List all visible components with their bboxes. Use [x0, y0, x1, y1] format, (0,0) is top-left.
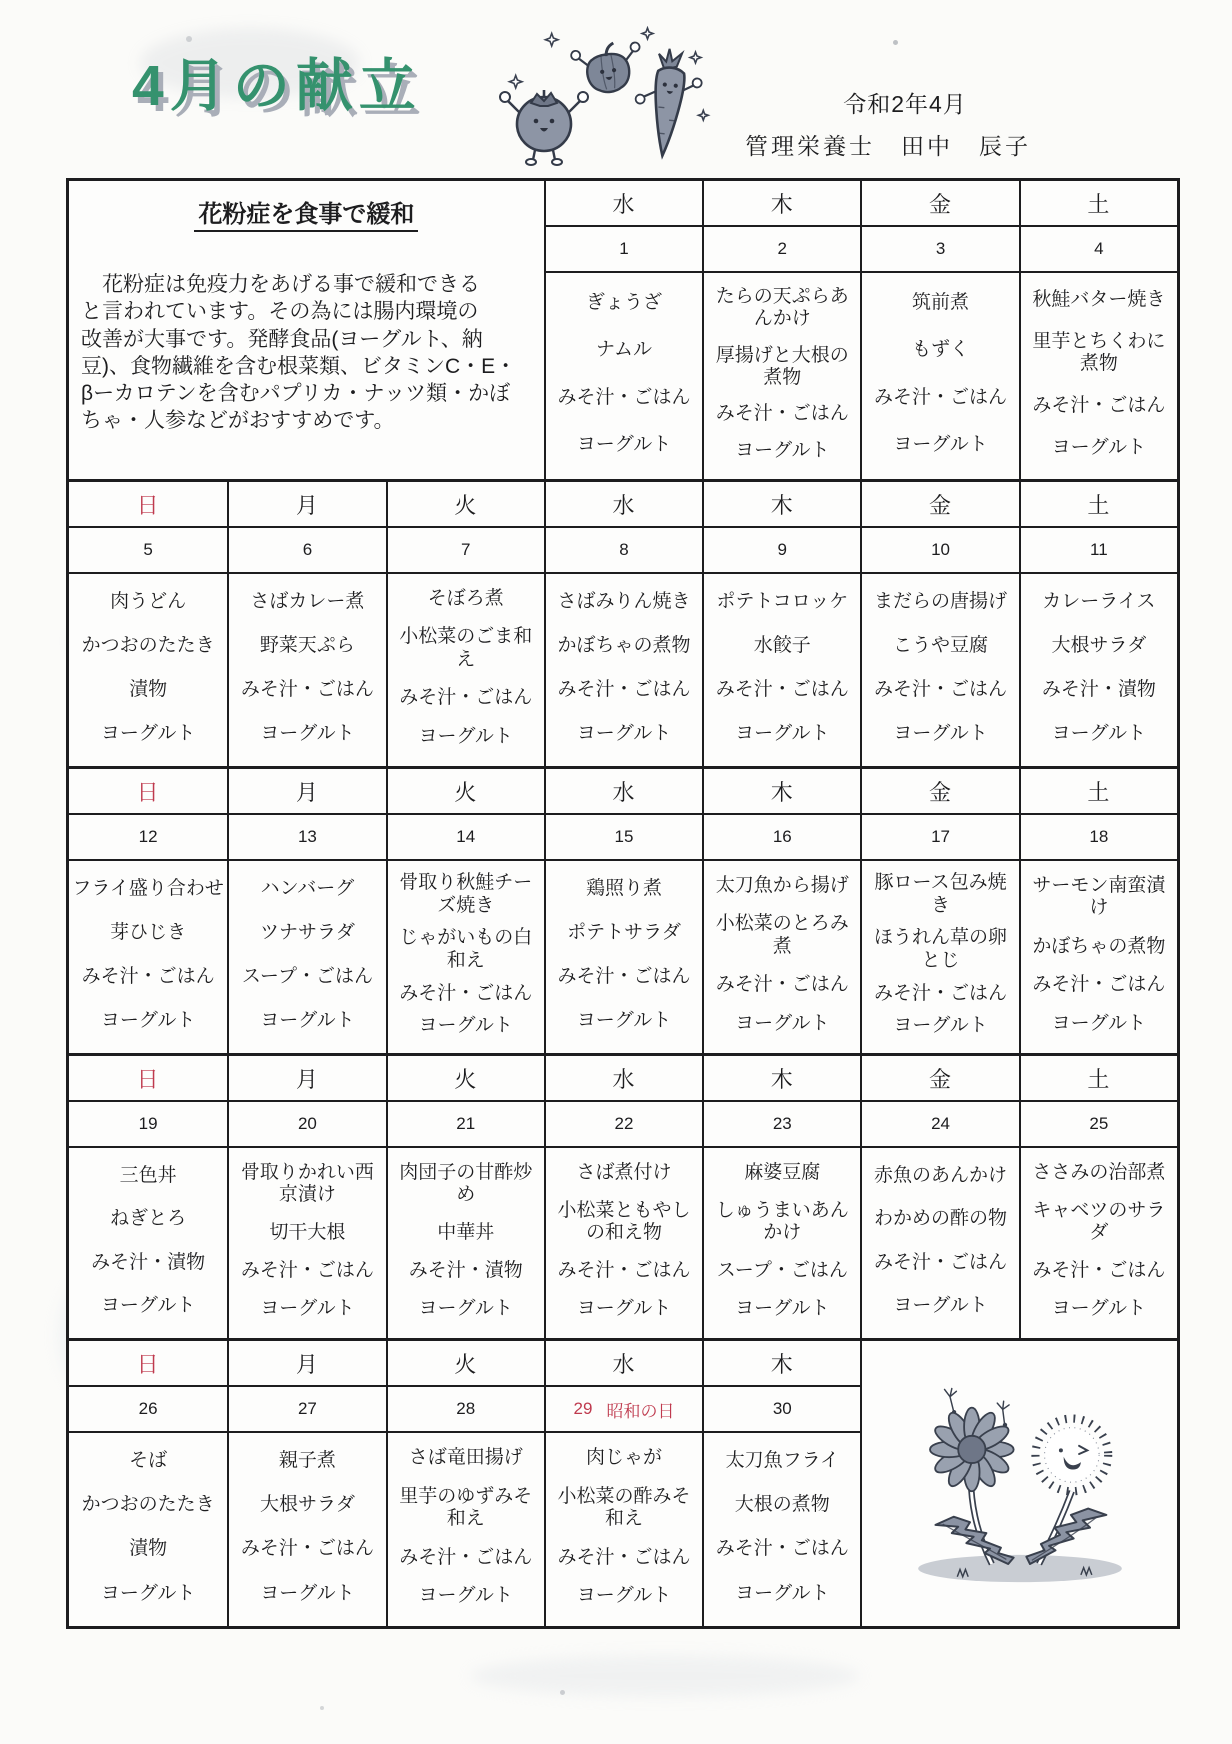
menu-item: ヨーグルト [576, 1297, 672, 1319]
scan-artifact [470, 1655, 860, 1697]
day-header-apr-27: 月 [227, 1341, 385, 1387]
era-date: 令和2年4月 [843, 91, 967, 117]
menu-item: ヨーグルト [893, 1015, 988, 1037]
menu-item: 三色丼 [119, 1164, 177, 1186]
date-number: 17 [931, 827, 951, 846]
menu-item: みそ汁・ごはん [557, 1546, 691, 1568]
menu-item: ヨーグルト [260, 1297, 355, 1319]
menu-item: わかめの酢の物 [874, 1208, 1008, 1230]
menu-item: かつおのたたき [81, 1494, 215, 1516]
menu-item: ヨーグルト [418, 1297, 513, 1319]
menu-item: ヨーグルト [893, 434, 988, 456]
date-cell-apr-2 [702, 227, 860, 273]
menu-cell-apr-18 [1019, 861, 1177, 1053]
menu-item: みそ汁・ごはん [240, 1538, 374, 1560]
carrot-character [630, 46, 705, 159]
menu-item: フライ盛り合わせ [72, 877, 224, 899]
day-header-apr-21: 火 [386, 1056, 544, 1102]
menu-item: みそ汁・ごはん [557, 965, 691, 987]
menu-cell-apr-3 [860, 273, 1018, 479]
menu-item: ヨーグルト [735, 439, 830, 461]
menu-item: 野菜天ぷら [259, 634, 355, 656]
date-number: 9 [777, 540, 788, 559]
menu-item: さばカレー煮 [250, 590, 365, 612]
menu-calendar-table [66, 178, 1180, 1629]
menu-cell-apr-10 [860, 574, 1018, 766]
menu-cell-apr-11 [1019, 574, 1177, 766]
menu-item: みそ汁・ごはん [715, 403, 849, 425]
bell-pepper-character [570, 39, 645, 96]
menu-item: スープ・ごはん [716, 1259, 848, 1281]
menu-item: ヨーグルト [576, 722, 672, 744]
date-cell-apr-3 [860, 227, 1018, 273]
menu-item: みそ汁・ごはん [399, 1546, 533, 1568]
dandelion-illustration [870, 1358, 1170, 1610]
date-number: 2 [777, 239, 788, 258]
menu-item: 太刀魚フライ [725, 1449, 839, 1471]
menu-cell-apr-23 [702, 1148, 860, 1338]
date-cell-apr-28 [386, 1387, 544, 1433]
date-cell-apr-16 [702, 815, 860, 861]
date-cell-apr-20 [227, 1102, 385, 1148]
date-number: 18 [1089, 827, 1109, 846]
menu-cell-apr-30 [702, 1433, 860, 1626]
menu-item: 大根サラダ [260, 1494, 355, 1516]
day-header-apr-26: 日 [69, 1341, 227, 1387]
day-header-apr-5: 日 [69, 482, 227, 528]
menu-item: 小松菜のごま和え [399, 626, 533, 670]
menu-cell-apr-22 [544, 1148, 702, 1338]
menu-item: 漬物 [129, 678, 168, 700]
menu-item: 漬物 [129, 1538, 168, 1560]
menu-item: まだらの唐揚げ [874, 590, 1008, 612]
date-cell-apr-5 [69, 528, 227, 574]
day-header-apr-2: 木 [702, 181, 860, 227]
menu-item: そぼろ煮 [427, 587, 504, 609]
day-header-apr-25: 土 [1019, 1056, 1177, 1102]
menu-item: みそ汁・ごはん [399, 982, 533, 1004]
menu-item: さば竜田揚げ [408, 1447, 523, 1469]
date-number: 5 [143, 540, 153, 559]
date-number: 25 [1089, 1114, 1109, 1133]
date-cell-apr-23 [702, 1102, 860, 1148]
date-cell-apr-4 [1019, 227, 1177, 273]
day-header-apr-3: 金 [860, 181, 1018, 227]
menu-item: 麻婆豆腐 [744, 1161, 821, 1183]
menu-cell-apr-1 [544, 273, 702, 479]
menu-item: ささみの治部煮 [1032, 1161, 1166, 1183]
day-header-apr-28: 火 [386, 1341, 544, 1387]
menu-cell-apr-20 [227, 1148, 385, 1338]
menu-cell-apr-17 [860, 861, 1018, 1053]
menu-item: そば [129, 1449, 168, 1471]
date-number: 8 [619, 540, 629, 559]
day-header-apr-24: 金 [860, 1056, 1018, 1102]
day-header-apr-8: 水 [544, 482, 702, 528]
menu-item: ヨーグルト [418, 725, 513, 747]
day-header-apr-17: 金 [860, 769, 1018, 815]
menu-item: ヨーグルト [260, 1582, 355, 1604]
menu-item: ヨーグルト [893, 1295, 988, 1317]
date-number: 1 [619, 239, 629, 258]
menu-item: ヨーグルト [418, 1015, 513, 1037]
menu-item: みそ汁・ごはん [874, 982, 1008, 1004]
date-number: 23 [772, 1114, 792, 1133]
date-cell-apr-18 [1019, 815, 1177, 861]
menu-item: みそ汁・ごはん [1032, 394, 1166, 416]
date-cell-apr-17 [860, 815, 1018, 861]
menu-cell-apr-16 [702, 861, 860, 1053]
menu-item: みそ汁・ごはん [1032, 1259, 1166, 1281]
menu-item: ヨーグルト [1051, 1012, 1147, 1034]
menu-item: 親子煮 [278, 1449, 336, 1471]
menu-item: みそ汁・漬物 [1041, 678, 1156, 700]
menu-item: さばみりん焼き [557, 590, 691, 612]
menu-item: ヨーグルト [576, 1585, 672, 1607]
date-number: 15 [614, 827, 634, 846]
menu-cell-apr-13 [227, 861, 385, 1053]
menu-item: ヨーグルト [260, 1009, 355, 1031]
menu-item: 肉うどん [110, 590, 187, 612]
day-header-apr-29: 水 [544, 1341, 702, 1387]
day-header-apr-22: 水 [544, 1056, 702, 1102]
menu-item: ヨーグルト [1051, 436, 1147, 458]
date-cell-apr-1 [544, 227, 702, 273]
menu-item: 大根サラダ [1051, 634, 1147, 656]
tomato-character [500, 90, 588, 165]
menu-item: みそ汁・ごはん [874, 1251, 1008, 1273]
menu-item: みそ汁・ごはん [874, 386, 1008, 408]
day-header-apr-1: 水 [544, 181, 702, 227]
hay-fever-info-box [69, 181, 544, 479]
date-cell-apr-22 [544, 1102, 702, 1148]
menu-item: ヨーグルト [735, 1582, 830, 1604]
menu-item: ヨーグルト [735, 722, 830, 744]
menu-item: 太刀魚から揚げ [715, 874, 849, 896]
menu-item: みそ汁・ごはん [240, 1259, 374, 1281]
dandelion-flower [930, 1407, 1014, 1491]
menu-item: ヨーグルト [100, 1582, 196, 1604]
week-block-4 [69, 1053, 1177, 1338]
dandelion-illustration-cell [860, 1341, 1177, 1626]
page-title: 4月の献立 [132, 54, 422, 118]
menu-item: ポテトサラダ [567, 921, 681, 943]
menu-item: 里芋とちくわに煮物 [1032, 330, 1166, 375]
date-number: 21 [456, 1114, 476, 1133]
date-number: 4 [1094, 239, 1104, 258]
day-header-apr-15: 水 [544, 769, 702, 815]
menu-cell-apr-14 [386, 861, 544, 1053]
date-number: 26 [138, 1399, 158, 1418]
dandelion-puff-face [1035, 1418, 1108, 1491]
menu-item: 芽ひじき [110, 921, 187, 943]
menu-item: 小松菜ともやしの和え物 [557, 1199, 691, 1244]
holiday-label: 昭和の日 [606, 1401, 675, 1421]
menu-item: 豚ロース包み焼き [874, 872, 1007, 916]
menu-cell-apr-5 [69, 574, 227, 766]
menu-item: ヨーグルト [576, 434, 672, 456]
menu-item: さば煮付け [576, 1161, 672, 1183]
day-header-apr-30: 木 [702, 1341, 860, 1387]
menu-cell-apr-25 [1019, 1148, 1177, 1338]
menu-item: 骨取り秋鮭チーズ焼き [399, 872, 533, 916]
menu-cell-apr-2 [702, 273, 860, 479]
menu-item: かぼちゃの煮物 [1032, 935, 1166, 957]
menu-item: 骨取りかれい西京漬け [240, 1161, 374, 1206]
date-cell-apr-8 [544, 528, 702, 574]
date-cell-apr-29 [544, 1387, 702, 1433]
menu-item: ツナサラダ [260, 921, 355, 943]
day-header-apr-20: 月 [227, 1056, 385, 1102]
menu-cell-apr-29 [544, 1433, 702, 1626]
menu-item: ヨーグルト [576, 1009, 672, 1031]
vegetable-characters-illustration [498, 26, 716, 174]
menu-cell-apr-8 [544, 574, 702, 766]
day-header-apr-13: 月 [227, 769, 385, 815]
date-number: 14 [456, 827, 476, 846]
menu-cell-apr-28 [386, 1433, 544, 1626]
menu-item: 肉じゃが [585, 1447, 662, 1469]
date-cell-apr-9 [702, 528, 860, 574]
menu-item: 厚揚げと大根の煮物 [715, 344, 849, 389]
day-header-apr-14: 火 [386, 769, 544, 815]
date-cell-apr-15 [544, 815, 702, 861]
menu-item: 大根の煮物 [734, 1494, 830, 1516]
date-number: 30 [772, 1399, 792, 1418]
menu-item: みそ汁・漬物 [91, 1251, 206, 1273]
info-box-body: 花粉症は免疫力をあげる事で緩和できる と言われています。その為には腸内環境の 改善が大事です。発酵食品(ヨーグルト、納 豆)、食物繊維を含む根菜類、ビタミンC・E・ βーカロテンを含むパプリカ・ナッツ類・かぼ ちゃ・人参などがおすすめです。 [81, 273, 517, 433]
menu-item: サーモン南蛮漬け [1032, 874, 1166, 919]
menu-cell-apr-24 [860, 1148, 1018, 1338]
menu-item: ヨーグルト [100, 722, 196, 744]
menu-item: ほうれん草の卵とじ [874, 927, 1008, 971]
date-number: 19 [138, 1114, 158, 1133]
menu-item: たらの天ぷらあんかけ [715, 285, 849, 330]
date-cell-apr-30 [702, 1387, 860, 1433]
date-number: 16 [772, 827, 792, 846]
menu-item: みそ汁・ごはん [240, 678, 374, 700]
date-cell-apr-27 [227, 1387, 385, 1433]
date-number: 29 [573, 1399, 593, 1418]
date-number: 6 [302, 540, 313, 559]
menu-cell-apr-26 [69, 1433, 227, 1626]
date-number: 3 [935, 239, 946, 258]
menu-item: ヨーグルト [735, 1297, 830, 1319]
day-header-apr-23: 木 [702, 1056, 860, 1102]
date-cell-apr-25 [1019, 1102, 1177, 1148]
date-cell-apr-26 [69, 1387, 227, 1433]
date-cell-apr-10 [860, 528, 1018, 574]
menu-item: みそ汁・ごはん [81, 965, 215, 987]
menu-cell-apr-6 [227, 574, 385, 766]
menu-item: 小松菜のとろみ煮 [715, 913, 849, 957]
menu-item: みそ汁・ごはん [715, 974, 849, 996]
week-block-3 [69, 766, 1177, 1053]
menu-item: 肉団子の甘酢炒め [399, 1161, 533, 1206]
menu-item: 中華丼 [437, 1222, 495, 1244]
menu-cell-apr-12 [69, 861, 227, 1053]
menu-item: キャベツのサラダ [1032, 1199, 1166, 1244]
menu-item: 水餃子 [753, 634, 811, 656]
date-number: 20 [297, 1114, 317, 1133]
menu-item: ヨーグルト [893, 722, 988, 744]
menu-item: ヨーグルト [260, 722, 355, 744]
week-block-5 [69, 1338, 1177, 1626]
menu-item: かぼちゃの煮物 [557, 634, 691, 656]
date-number: 12 [138, 827, 158, 846]
menu-item: みそ汁・ごはん [399, 687, 533, 709]
date-cell-apr-21 [386, 1102, 544, 1148]
menu-item: 鶏照り煮 [585, 877, 662, 899]
day-header-apr-10: 金 [860, 482, 1018, 528]
date-cell-apr-12 [69, 815, 227, 861]
menu-item: 赤魚のあんかけ [874, 1164, 1008, 1186]
menu-item: ねぎとろ [110, 1208, 187, 1230]
scan-speck [320, 1706, 324, 1710]
menu-item: スープ・ごはん [241, 965, 373, 987]
ground-shadow [918, 1554, 1122, 1581]
day-header-apr-7: 火 [386, 482, 544, 528]
info-box-title: 花粉症を食事で緩和 [194, 201, 418, 232]
menu-item: みそ汁・ごはん [715, 1538, 849, 1560]
menu-item: じゃがいもの白和え [399, 927, 533, 971]
menu-item: しゅうまいあんかけ [715, 1199, 849, 1244]
week-block-2 [69, 479, 1177, 766]
day-header-apr-18: 土 [1019, 769, 1177, 815]
date-number: 22 [614, 1114, 634, 1133]
menu-item: みそ汁・ごはん [1032, 974, 1166, 996]
date-cell-apr-24 [860, 1102, 1018, 1148]
menu-item: もずく [912, 339, 970, 361]
week-block-1 [69, 181, 1177, 479]
date-number: 28 [456, 1399, 476, 1418]
date-cell-apr-19 [69, 1102, 227, 1148]
scan-speck [560, 1690, 565, 1695]
day-header-apr-19: 日 [69, 1056, 227, 1102]
menu-item: みそ汁・ごはん [557, 678, 691, 700]
menu-item: カレーライス [1042, 590, 1156, 612]
menu-item: ハンバーグ [260, 877, 355, 899]
menu-cell-apr-7 [386, 574, 544, 766]
menu-item: ポテトコロッケ [716, 590, 849, 612]
day-header-apr-4: 土 [1019, 181, 1177, 227]
menu-item: みそ汁・ごはん [557, 386, 691, 408]
date-number: 10 [931, 540, 951, 559]
menu-cell-apr-15 [544, 861, 702, 1053]
menu-item: みそ汁・ごはん [557, 1259, 691, 1281]
menu-item: みそ汁・漬物 [408, 1259, 523, 1281]
date-cell-apr-13 [227, 815, 385, 861]
menu-item: ヨーグルト [418, 1585, 513, 1607]
menu-item: かつおのたたき [81, 634, 215, 656]
menu-item: 里芋のゆずみそ和え [399, 1485, 533, 1530]
scan-speck [893, 40, 898, 45]
menu-item: みそ汁・ごはん [715, 678, 849, 700]
menu-item: ヨーグルト [100, 1009, 196, 1031]
menu-item: 切干大根 [269, 1222, 346, 1244]
menu-item: ぎょうざ [585, 291, 662, 313]
menu-item: こうや豆腐 [893, 634, 989, 656]
menu-cell-apr-27 [227, 1433, 385, 1626]
menu-item: みそ汁・ごはん [874, 678, 1008, 700]
date-cell-apr-11 [1019, 528, 1177, 574]
day-header-apr-9: 木 [702, 482, 860, 528]
date-cell-apr-7 [386, 528, 544, 574]
menu-item: ヨーグルト [735, 1012, 830, 1034]
day-header-apr-16: 木 [702, 769, 860, 815]
date-number: 24 [931, 1114, 951, 1133]
menu-item: ヨーグルト [1051, 1297, 1147, 1319]
menu-item: ヨーグルト [1051, 722, 1147, 744]
menu-cell-apr-4 [1019, 273, 1177, 479]
date-number: 11 [1090, 540, 1108, 559]
day-header-apr-6: 月 [227, 482, 385, 528]
menu-cell-apr-21 [386, 1148, 544, 1338]
menu-item: ナムル [595, 339, 653, 361]
menu-cell-apr-19 [69, 1148, 227, 1338]
menu-item: 筑前煮 [912, 291, 970, 313]
date-number: 7 [460, 540, 471, 559]
date-number: 27 [297, 1399, 317, 1418]
menu-cell-apr-9 [702, 574, 860, 766]
date-cell-apr-14 [386, 815, 544, 861]
date-cell-apr-6 [227, 528, 385, 574]
date-number: 13 [297, 827, 317, 846]
day-header-apr-11: 土 [1019, 482, 1177, 528]
day-header-apr-12: 日 [69, 769, 227, 815]
dietitian-name: 管理栄養士 田中 辰子 [745, 133, 1031, 159]
menu-item: 秋鮭バター焼き [1032, 288, 1166, 310]
menu-item: 小松菜の酢みそ和え [557, 1485, 691, 1530]
menu-item: ヨーグルト [100, 1295, 196, 1317]
